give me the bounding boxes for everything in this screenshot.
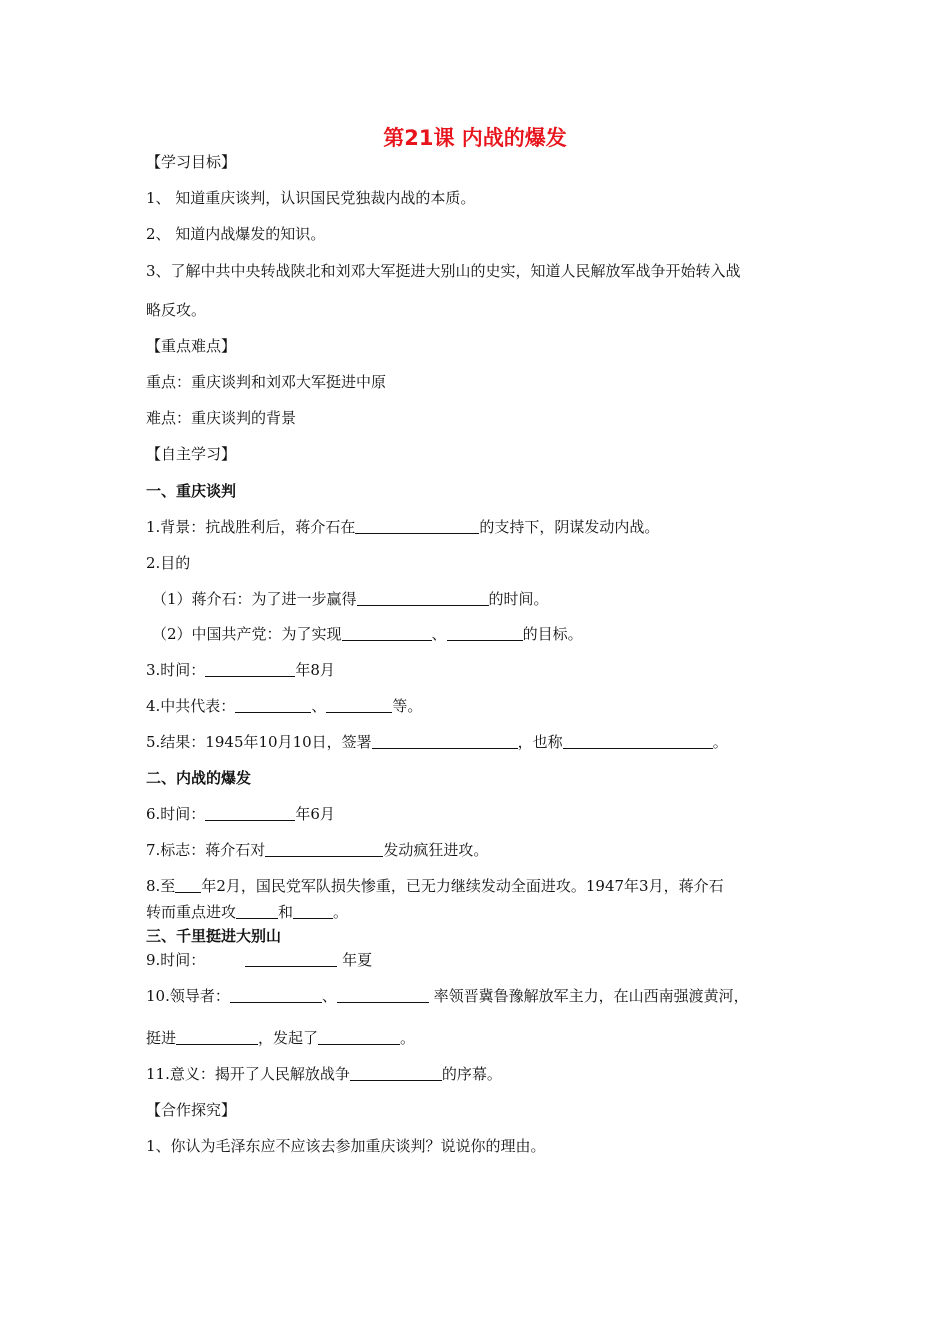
- blank-field[interactable]: [235, 697, 311, 713]
- question-2-1: （1）蒋介石：为了进一步赢得 的时间。: [152, 590, 549, 608]
- keypoint-2: 难点：重庆谈判的背景: [146, 409, 297, 427]
- blank-field[interactable]: [357, 590, 489, 606]
- question-3: 3.时间： 年8月: [146, 661, 335, 679]
- blank-field[interactable]: [326, 697, 392, 713]
- goal-1: 1、 知道重庆谈判，认识国民党独裁内战的本质。: [146, 189, 476, 207]
- section-goals: 【学习目标】: [146, 153, 237, 171]
- section-keypoints: 【重点难点】: [146, 337, 237, 355]
- blank-field[interactable]: [230, 987, 322, 1003]
- section-cooperate: 【合作探究】: [146, 1101, 237, 1119]
- goal-3: 3、了解中共中央转战陕北和刘邓大军挺进大别山的史实，知道人民解放军战争开始转入战: [146, 262, 741, 280]
- blank-field[interactable]: [342, 625, 432, 641]
- blank-field[interactable]: [350, 1065, 442, 1081]
- part3-heading: 三、千里挺进大别山: [146, 927, 282, 945]
- question-1: 1.背景：抗战胜利后，蒋介石在 的支持下，阴谋发动内战。: [146, 518, 660, 536]
- question-7: 7.标志：蒋介石对 发动疯狂进攻。: [146, 841, 489, 859]
- blank-field[interactable]: [265, 841, 383, 857]
- question-11: 11.意义：揭开了人民解放战争 的序幕。: [146, 1065, 502, 1083]
- question-9: 9.时间： 年夏: [146, 951, 373, 969]
- blank-field[interactable]: [175, 877, 201, 893]
- goal-2: 2、 知道内战爆发的知识。: [146, 225, 326, 243]
- blank-field[interactable]: [176, 1029, 258, 1045]
- keypoint-1: 重点：重庆谈判和刘邓大军挺进中原: [146, 373, 387, 391]
- question-8-cont: 转而重点进攻 和 。: [146, 903, 349, 921]
- question-4: 4.中共代表： 、 等。: [146, 697, 423, 715]
- question-6: 6.时间： 年6月: [146, 805, 335, 823]
- question-10-cont: 挺进 ，发起了 。: [146, 1029, 416, 1047]
- blank-field[interactable]: [563, 733, 713, 749]
- blank-field[interactable]: [355, 518, 479, 534]
- part2-heading: 二、内战的爆发: [146, 769, 252, 787]
- blank-field[interactable]: [205, 661, 295, 677]
- section-selfstudy: 【自主学习】: [146, 445, 237, 463]
- blank-field[interactable]: [337, 987, 429, 1003]
- question-10: 10.领导者： 、 率领晋冀鲁豫解放军主力，在山西南强渡黄河，: [146, 987, 749, 1005]
- blank-field[interactable]: [245, 951, 337, 967]
- blank-field[interactable]: [205, 805, 295, 821]
- blank-field[interactable]: [236, 903, 278, 919]
- cooperate-question-1: 1、你认为毛泽东应不应该去参加重庆谈判？说说你的理由。: [146, 1137, 546, 1155]
- question-2: 2.目的: [146, 554, 191, 572]
- question-8: 8.至 年2月，国民党军队损失惨重，已无力继续发动全面进攻。1947年3月，蒋介石: [146, 877, 724, 895]
- blank-field[interactable]: [372, 733, 518, 749]
- question-5: 5.结果：1945年10月10日，签署 ，也称 。: [146, 733, 728, 751]
- blank-field[interactable]: [318, 1029, 400, 1045]
- question-2-2: （2）中国共产党：为了实现 、 的目标。: [152, 625, 583, 643]
- page-title: 第21课 内战的爆发: [383, 126, 567, 150]
- blank-field[interactable]: [447, 625, 523, 641]
- blank-field[interactable]: [293, 903, 333, 919]
- part1-heading: 一、重庆谈判: [146, 482, 237, 500]
- goal-3-cont: 略反攻。: [146, 301, 207, 319]
